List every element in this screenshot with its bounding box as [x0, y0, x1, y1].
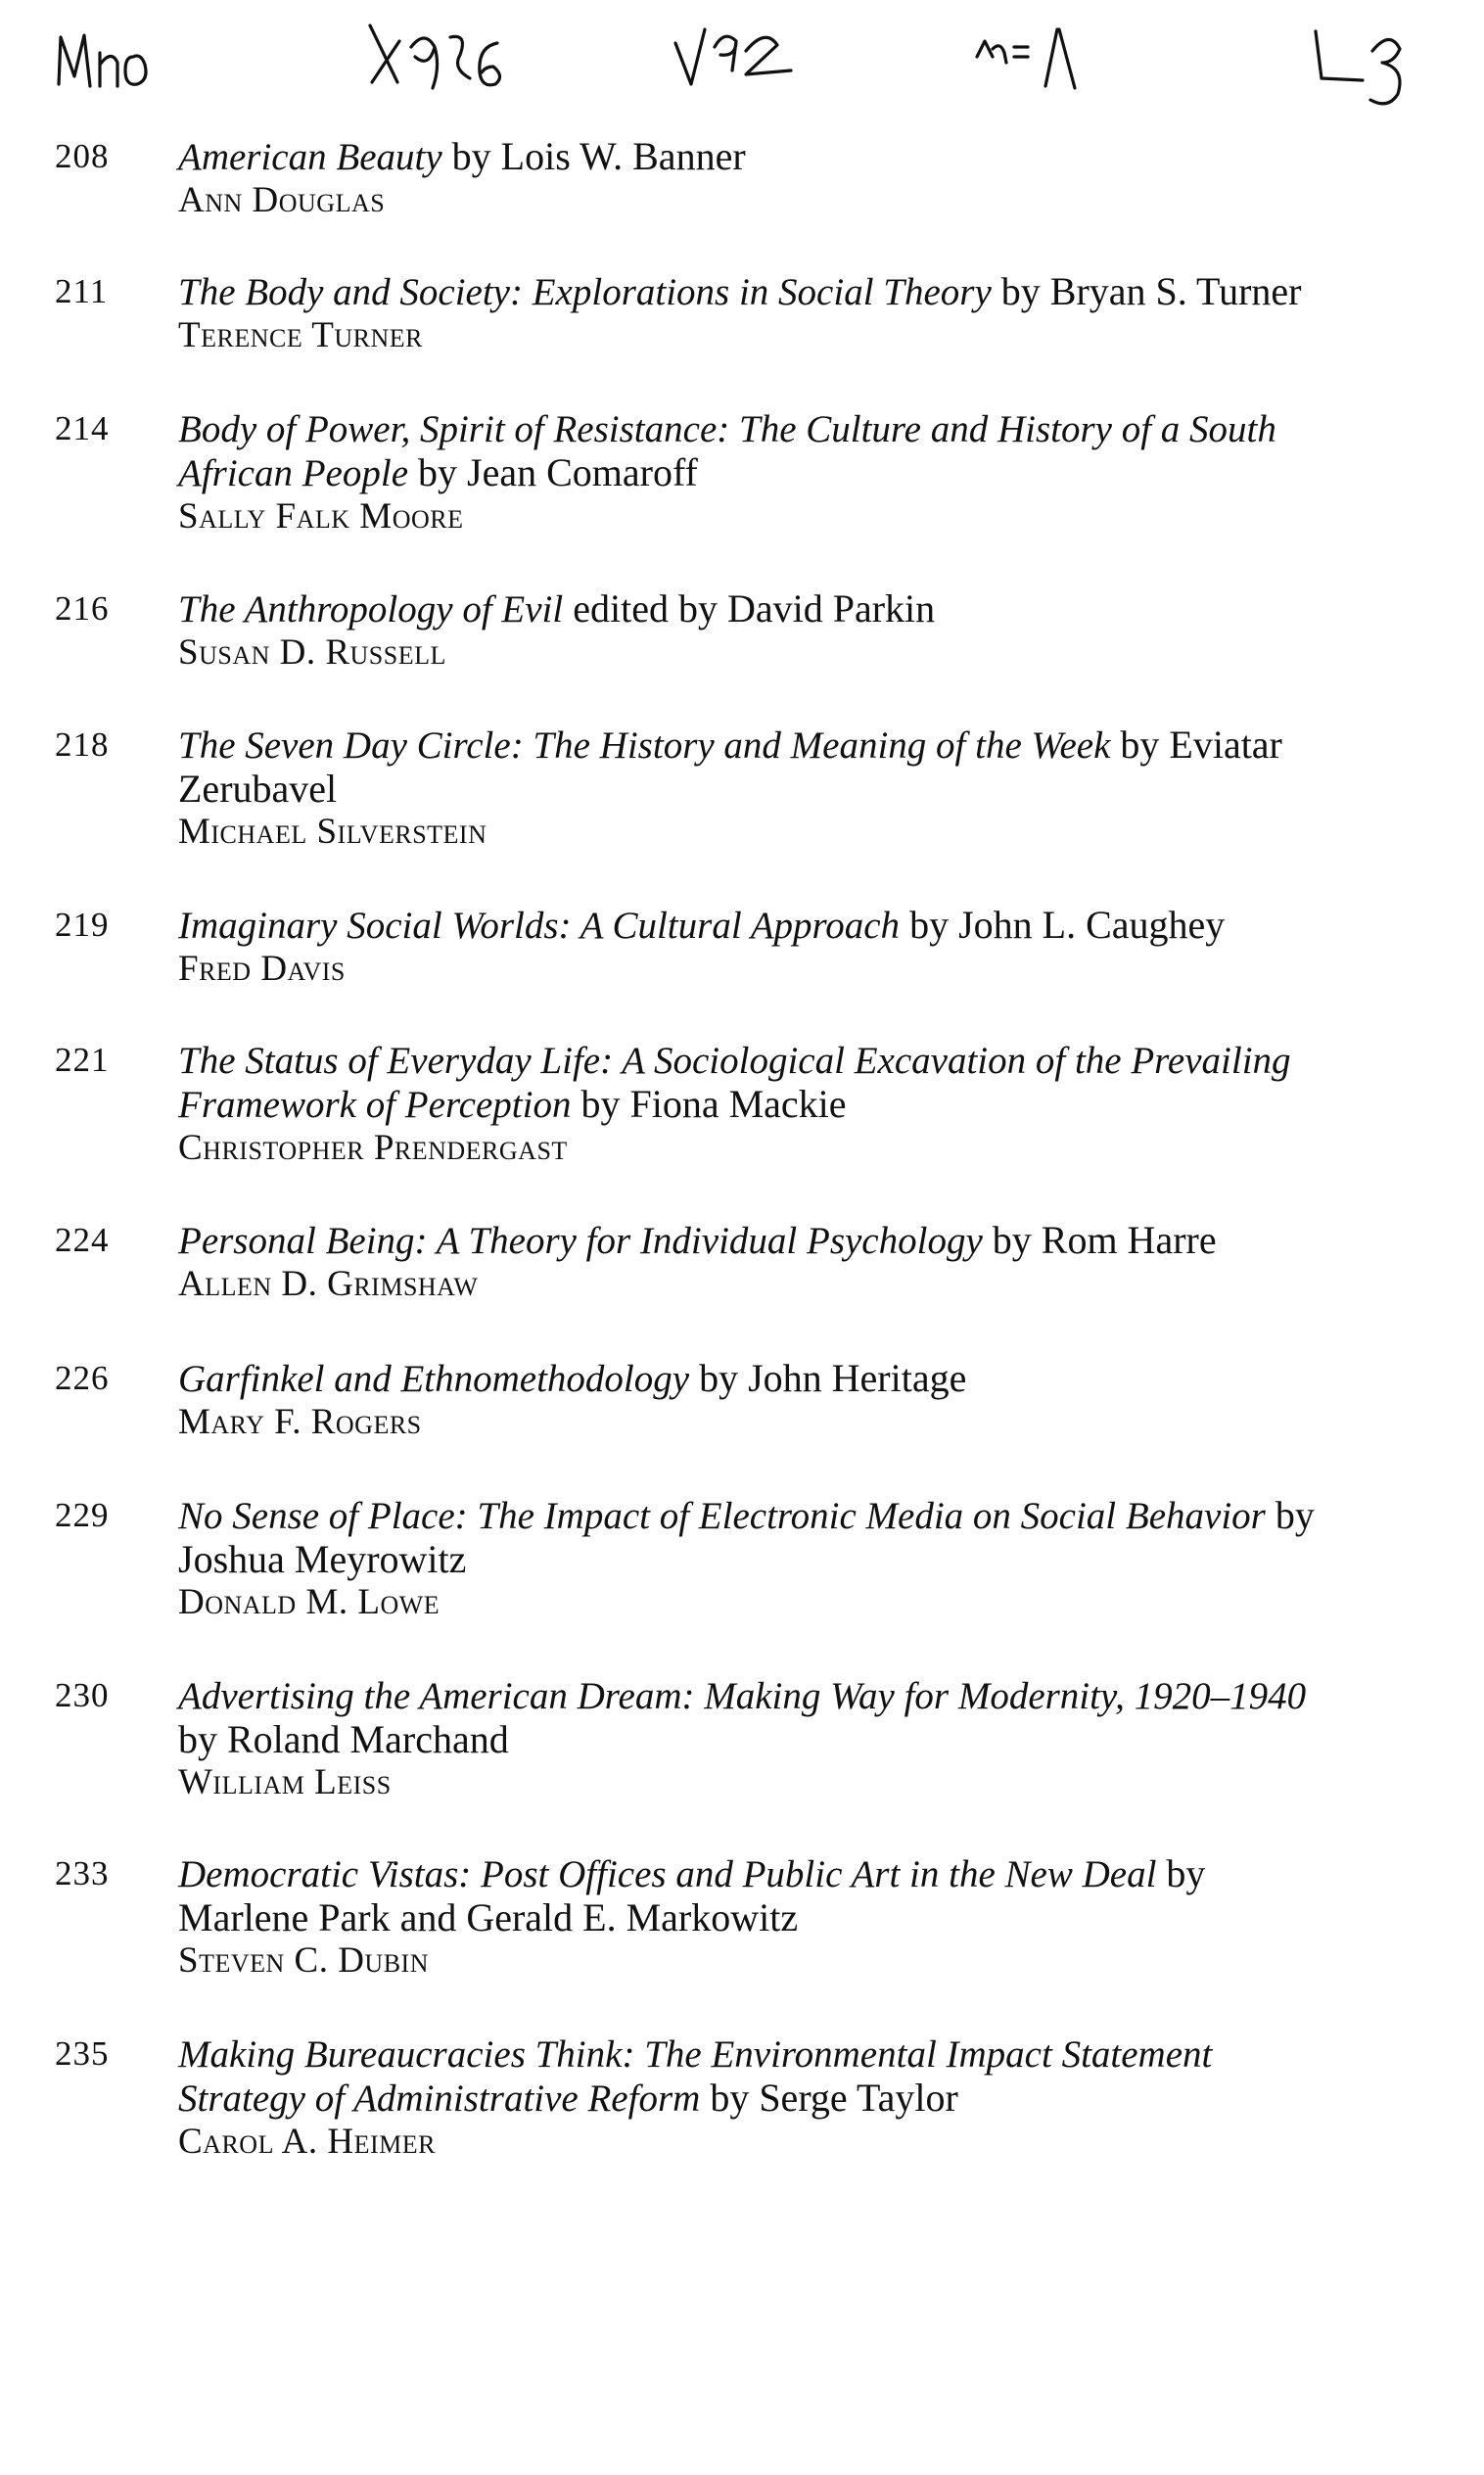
- book-author: by Rom Harre: [982, 1218, 1217, 1262]
- reviewer-name: Mary F. Rogers: [178, 1402, 422, 1442]
- entry-text: [178, 1357, 1327, 1444]
- book-citation: [178, 1219, 1327, 1263]
- entry-text: [178, 135, 1327, 222]
- page-number: 208: [55, 137, 110, 175]
- page-number: 218: [55, 725, 110, 764]
- handwritten-annotation: [39, 8, 1449, 125]
- contents-entry: [55, 1219, 1327, 1306]
- book-citation: [178, 2032, 1327, 2121]
- book-title: No Sense of Place: The Impact of Electronic Media on Social Behavior: [178, 1495, 1266, 1537]
- book-author: by Joshua Meyrowitz: [178, 1493, 1315, 1581]
- entry-text: [178, 587, 1327, 675]
- book-citation: [178, 407, 1327, 495]
- entry-text: [178, 270, 1327, 357]
- reviewer-name: Allen D. Grimshaw: [178, 1264, 479, 1304]
- contents-entry: [55, 407, 1327, 538]
- contents-entry: [55, 270, 1327, 357]
- contents-entry: [55, 135, 1327, 222]
- book-citation: [178, 1674, 1327, 1761]
- reviewer-name: Ann Douglas: [178, 180, 386, 220]
- contents-entry: [55, 1852, 1327, 1983]
- entry-text: [178, 1039, 1327, 1170]
- contents-list: [55, 135, 1327, 2164]
- reviewer-name: Sally Falk Moore: [178, 496, 464, 537]
- reviewer-name: Susan D. Russell: [178, 632, 446, 673]
- reviewer-name: Christopher Prendergast: [178, 1128, 568, 1168]
- book-title: Making Bureaucracies Think: The Environmental Impact Statement Strategy of Administrative Reform: [178, 2033, 1213, 2120]
- book-title: Body of Power, Spirit of Resistance: The Culture and History of a South African People: [178, 408, 1276, 494]
- entry-text: [178, 407, 1327, 538]
- entry-text: [178, 1852, 1327, 1983]
- reviewer-name: Carol A. Heimer: [178, 2122, 436, 2162]
- book-title: The Body and Society: Explorations in Social Theory: [178, 271, 992, 313]
- book-citation: [178, 135, 1327, 179]
- book-author: by Eviatar Zerubavel: [178, 723, 1282, 811]
- contents-entry: [55, 1494, 1327, 1624]
- reviewer-name: Terence Turner: [178, 315, 424, 355]
- contents-entry: [55, 1357, 1327, 1444]
- contents-entry: [55, 904, 1327, 991]
- entry-text: [178, 1219, 1327, 1306]
- reviewer-name: William Leiss: [178, 1762, 392, 1802]
- contents-entry: [55, 1039, 1327, 1170]
- contents-entry: [55, 587, 1327, 675]
- entry-text: [178, 1494, 1327, 1624]
- book-citation: [178, 1494, 1327, 1581]
- book-author: edited by David Parkin: [563, 586, 936, 630]
- book-author: by Marlene Park and Gerald E. Markowitz: [178, 1851, 1206, 1939]
- book-title: The Seven Day Circle: The History and Meaning of the Week: [178, 724, 1111, 767]
- book-title: American Beauty: [178, 136, 442, 178]
- page-number: 224: [55, 1221, 110, 1259]
- book-citation: [178, 724, 1327, 811]
- page-number: 230: [55, 1676, 110, 1714]
- book-title: Democratic Vistas: Post Offices and Public Art in the New Deal: [178, 1853, 1157, 1895]
- book-citation: [178, 270, 1327, 314]
- page-number: 211: [55, 272, 109, 310]
- book-title: Personal Being: A Theory for Individual Psychology: [178, 1220, 983, 1262]
- book-author: by John Heritage: [689, 1356, 967, 1400]
- book-citation: [178, 904, 1327, 948]
- book-citation: [178, 1357, 1327, 1401]
- entry-text: [178, 1674, 1327, 1804]
- contents-entry: [55, 1674, 1327, 1804]
- page-number: 229: [55, 1496, 110, 1534]
- book-author: by Lois W. Banner: [441, 134, 746, 178]
- page-number: 221: [55, 1041, 110, 1079]
- contents-entry: [55, 2032, 1327, 2164]
- book-title: Imaginary Social Worlds: A Cultural Approach: [178, 905, 901, 947]
- book-title: The Anthropology of Evil: [178, 588, 564, 630]
- page-number: 233: [55, 1854, 110, 1892]
- book-author: by Fiona Mackie: [571, 1082, 847, 1126]
- book-author: by John L. Caughey: [900, 903, 1226, 947]
- entry-text: [178, 2032, 1327, 2164]
- book-title: Advertising the American Dream: Making Way for Modernity, 1920–1940: [178, 1675, 1307, 1717]
- book-citation: [178, 587, 1327, 631]
- page-number: 235: [55, 2034, 110, 2073]
- book-title: Garfinkel and Ethnomethodology: [178, 1358, 690, 1400]
- reviewer-name: Fred Davis: [178, 949, 346, 989]
- page-number: 216: [55, 589, 110, 628]
- book-title: The Status of Everyday Life: A Sociological Excavation of the Prevailing Framework of Perception: [178, 1040, 1291, 1126]
- book-author: by Jean Comaroff: [408, 450, 698, 494]
- book-author: by Bryan S. Turner: [991, 269, 1302, 313]
- reviewer-name: Michael Silverstein: [178, 812, 487, 852]
- book-citation: [178, 1852, 1327, 1939]
- contents-entry: [55, 724, 1327, 854]
- book-citation: [178, 1039, 1327, 1127]
- book-author: by Serge Taylor: [700, 2076, 958, 2120]
- page-number: 219: [55, 906, 110, 944]
- reviewer-name: Donald M. Lowe: [178, 1582, 441, 1622]
- page-number: 226: [55, 1359, 110, 1397]
- book-author: by Roland Marchand: [178, 1717, 509, 1761]
- page-number: 214: [55, 409, 110, 447]
- reviewer-name: Steven C. Dubin: [178, 1940, 429, 1981]
- entry-text: [178, 904, 1327, 991]
- entry-text: [178, 724, 1327, 854]
